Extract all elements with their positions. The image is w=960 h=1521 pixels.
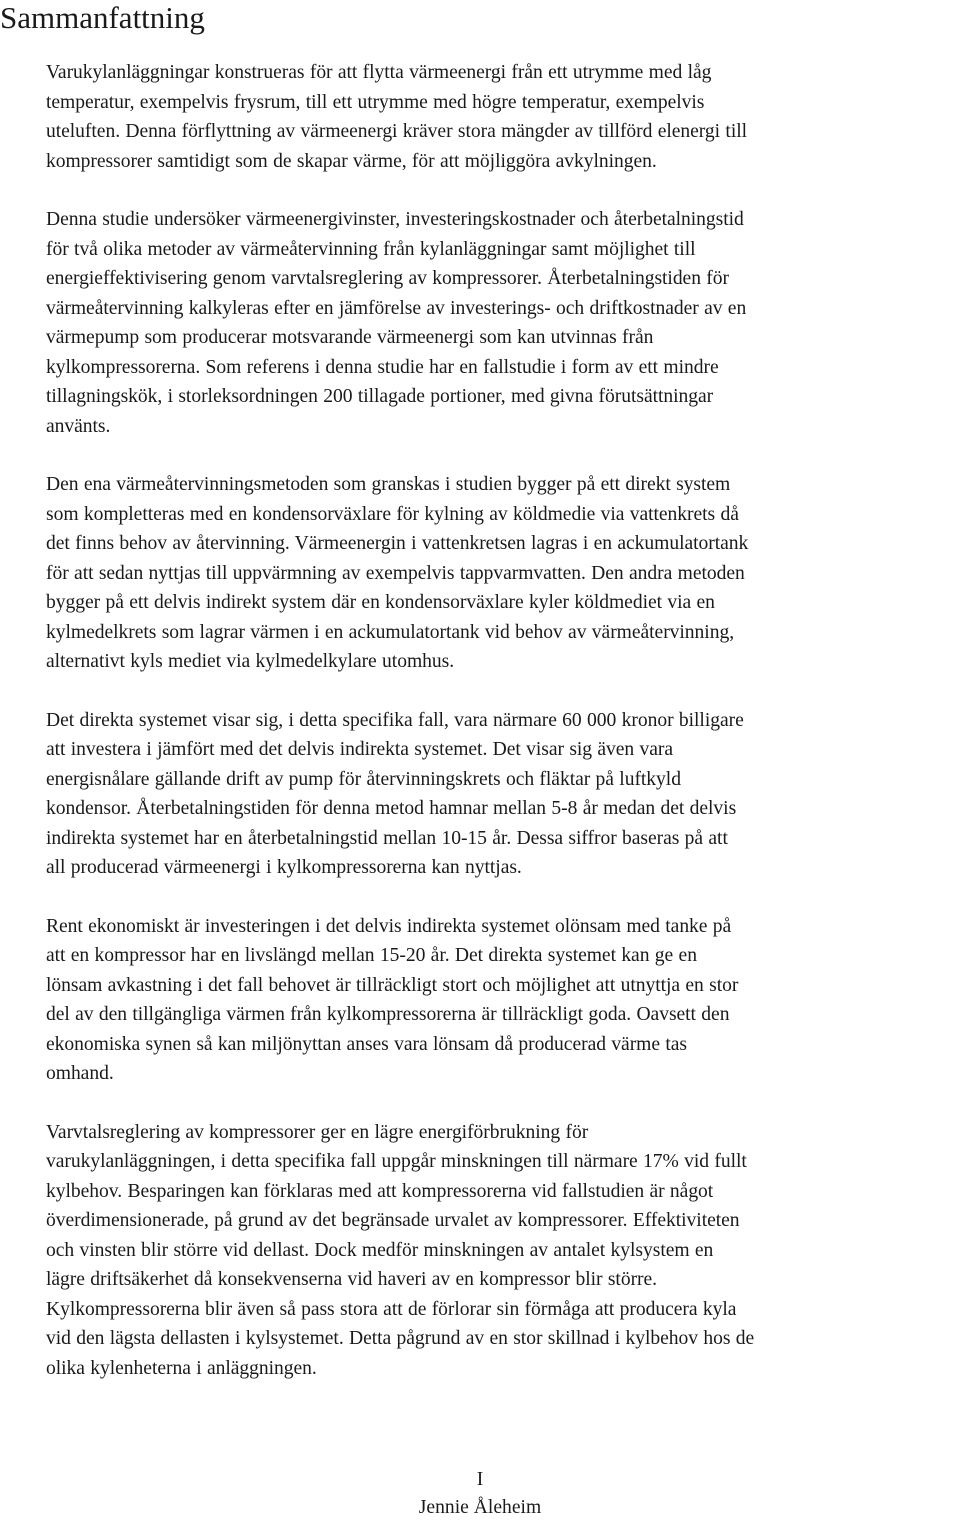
author-name: Jennie Åleheim (418, 1497, 542, 1518)
text-line: det finns behov av återvinning. Värmeenergin i vattenkretsen lagras i en ackumulatortank (46, 533, 749, 554)
text-line: Den ena värmeåtervinningsmetoden som granskas i studien bygger på ett direkt system (46, 474, 731, 495)
paragraph-methods (46, 470, 960, 677)
text-line: för två olika metoder av värmeåtervinning från kylanläggningar samt möjlighet till (46, 238, 696, 260)
text-line: värmeåtervinning kalkyleras efter en jämförelse av investerings- och driftkostnader av en (46, 297, 747, 319)
text-line: Denna studie undersöker värmeenergivinster, investeringskostnader och återbetalningstid (46, 209, 744, 230)
text-line: att en kompressor har en livslängd mellan 15-20 år. Det direkta systemet kan ge en (46, 945, 697, 966)
page-number: I (476, 1469, 484, 1490)
text-line: Varvtalsreglering av kompressorer ger en lägre energiförbrukning för (46, 1121, 589, 1143)
text-line: energisnålare gällande drift av pump för återvinningskrets och fläktar på luftkyld (46, 768, 681, 790)
text-line: vid den lägsta dellasten i kylsystemet. Detta pågrund av en stor skillnad i kylbehov hos de (46, 1328, 755, 1349)
text-line: temperatur, exempelvis frysrum, till ett utrymme med högre temperatur, exempelvis (46, 91, 705, 113)
text-line: alternativt kyls mediet via kylmedelkylare utomhus. (46, 651, 455, 672)
text-line: Varukylanläggningar konstrueras för att flytta värmeenergi från ett utrymme med låg (46, 62, 712, 83)
text-line: använts. (46, 415, 111, 437)
text-line: all producerad värmeenergi i kylkompressorerna kan nyttjas. (46, 857, 522, 878)
text-line: varukylanläggningen, i detta specifika fall uppgår minskningen till närmare 17% vid fullt (46, 1151, 747, 1172)
text-line: bygger på ett delvis indirekt system där en kondensorväxlare kyler köldmediet via en (46, 592, 715, 613)
paragraph-intro (46, 58, 960, 176)
text-line: olika kylenheterna i anläggningen. (46, 1357, 317, 1379)
text-line: för att sedan nyttjas till uppvärmning av exempelvis tappvarmvatten. Den andra metoden (46, 562, 745, 584)
text-line: omhand. (46, 1063, 114, 1084)
text-line: överdimensionerade, på grund av det begränsade urvalet av kompressorer. Effektiviteten (46, 1210, 740, 1231)
paragraph-speed-control (46, 1118, 960, 1384)
summary-body (46, 58, 960, 1412)
text-line: kylbehov. Besparingen kan förklaras med att kompressorerna vid fallstudien är något (46, 1180, 714, 1202)
text-line: indirekta systemet har en återbetalningstid mellan 10-15 år. Dessa siffror baseras på att (46, 827, 728, 849)
text-line: och vinsten blir större vid dellast. Dock medför minskningen av antalet kylsystem en (46, 1239, 714, 1261)
page-title: Sammanfattning (0, 0, 205, 35)
text-line: kylkompressorerna. Som referens i denna studie har en fallstudie i form av ett mindre (46, 356, 719, 378)
paragraph-study-scope (46, 205, 960, 441)
text-line: energieffektivisering genom varvtalsreglering av kompressorer. Återbetalningstiden för (46, 268, 729, 289)
paragraph-direct-system (46, 706, 960, 883)
paragraph-economics (46, 912, 960, 1089)
text-line: tillagningskök, i storleksordningen 200 tillagade portioner, med givna förutsättningar (46, 386, 714, 407)
text-line: Rent ekonomiskt är investeringen i det delvis indirekta systemet olönsam med tanke på (46, 915, 732, 937)
text-line: kondensor. Återbetalningstiden för denna metod hamnar mellan 5-8 år medan det delvis (46, 798, 737, 819)
text-line: kompressorer samtidigt som de skapar värme, för att möjliggöra avkylningen. (46, 150, 657, 172)
text-line: uteluften. Denna förflyttning av värmeenergi kräver stora mängder av tillförd elenergi till (46, 121, 747, 142)
text-line: Kylkompressorerna blir även så pass stora att de förlorar sin förmåga att producera kyla (46, 1298, 737, 1320)
text-line: ekonomiska synen så kan miljönyttan anses vara lönsam då producerad värme tas (46, 1033, 687, 1055)
text-line: lägre driftsäkerhet då konsekvenserna vid haveri av en kompressor blir större. (46, 1269, 658, 1290)
text-line: del av den tillgängliga värmen från kylkompressorerna är tillräckligt goda. Oavsett den (46, 1004, 730, 1025)
text-line: som kompletteras med en kondensorväxlare för kylning av köldmedie via vattenkrets då (46, 503, 739, 525)
text-line: Det direkta systemet visar sig, i detta specifika fall, vara närmare 60 000 kronor billigare (46, 709, 744, 731)
text-line: lönsam avkastning i det fall behovet är tillräckligt stort och möjlighet att utnyttja en stor (46, 974, 739, 996)
text-line: värmepump som producerar motsvarande värmeenergi som kan utvinnas från (46, 327, 654, 348)
text-line: att investera i jämfört med det delvis indirekta systemet. Det visar sig även vara (46, 739, 674, 760)
text-line: kylmedelkrets som lagrar värmen i en ackumulatortank vid behov av värmeåtervinning, (46, 621, 735, 643)
